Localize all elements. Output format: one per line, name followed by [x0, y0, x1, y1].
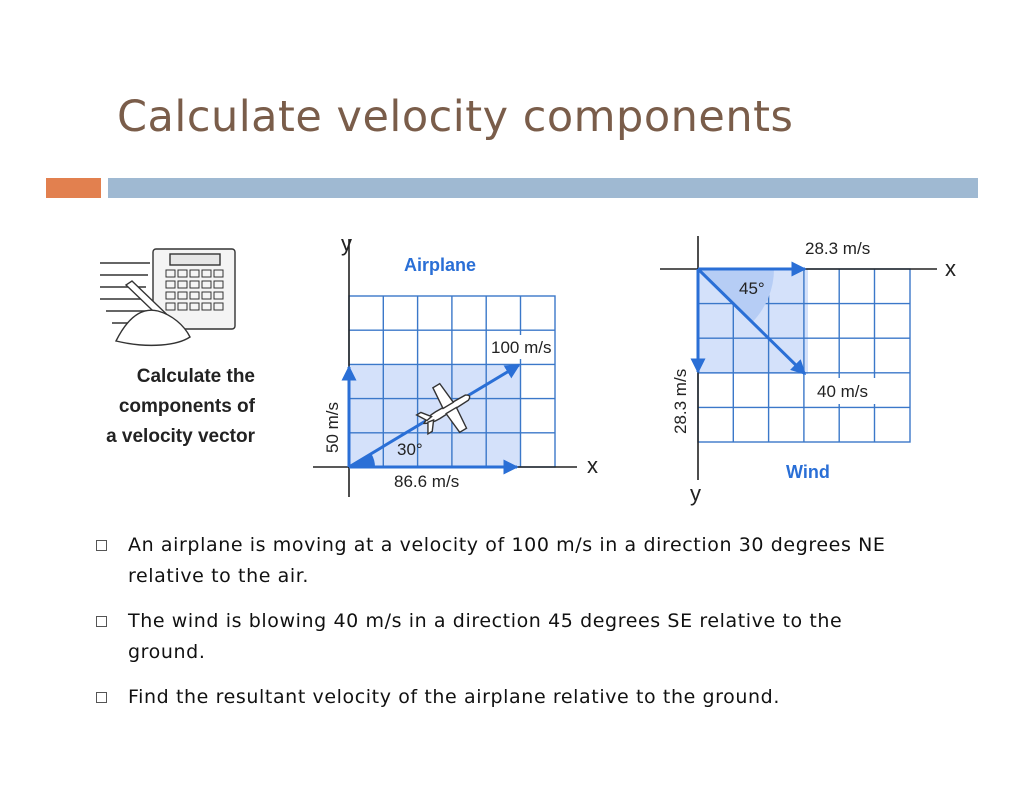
bullet-square-icon: [96, 616, 107, 627]
calc-caption-line: a velocity vector: [106, 426, 255, 447]
x-component-label: 86.6 m/s: [394, 472, 460, 491]
y-component-label: 50 m/s: [323, 401, 342, 453]
airplane-vector-diagram: [305, 225, 615, 505]
calc-caption-line: components of: [118, 396, 255, 417]
airplane-title: Airplane: [404, 255, 477, 275]
y-component-label: 28.3 m/s: [671, 368, 690, 434]
bullet-text: The wind is blowing 40 m/s in a direction 45 degrees SE relative to the ground.: [128, 610, 843, 663]
wind-vector-diagram: [655, 228, 975, 510]
speed-label: 100 m/s: [491, 338, 552, 357]
bullet-item: [94, 530, 914, 592]
x-axis-label: x: [587, 453, 598, 478]
bullet-item: [94, 682, 914, 713]
bullet-item: [94, 606, 914, 668]
x-axis-label: x: [945, 256, 956, 281]
angle-label: 45°: [739, 279, 765, 298]
bullet-square-icon: [96, 692, 107, 703]
x-component-label: 28.3 m/s: [805, 239, 871, 258]
bullet-square-icon: [96, 540, 107, 551]
calculator-hand-illustration: [98, 245, 258, 357]
angle-label: 30°: [397, 440, 423, 459]
bullet-list: [94, 530, 914, 727]
bullet-text: An airplane is moving at a velocity of 100 m/s in a direction 30 degrees NE relative to the air.: [128, 534, 886, 587]
wind-title: Wind: [786, 462, 830, 482]
bullet-text: Find the resultant velocity of the airplane relative to the ground.: [128, 686, 780, 708]
calc-caption-line: Calculate the: [136, 366, 255, 387]
accent-bar-orange: [46, 178, 101, 198]
accent-bar-blue: [108, 178, 978, 198]
speed-label: 40 m/s: [817, 382, 869, 401]
y-axis-label: y: [341, 231, 352, 256]
y-axis-label: y: [690, 481, 701, 506]
calc-caption: [55, 362, 255, 452]
page-title: Calculate velocity components: [117, 92, 794, 142]
